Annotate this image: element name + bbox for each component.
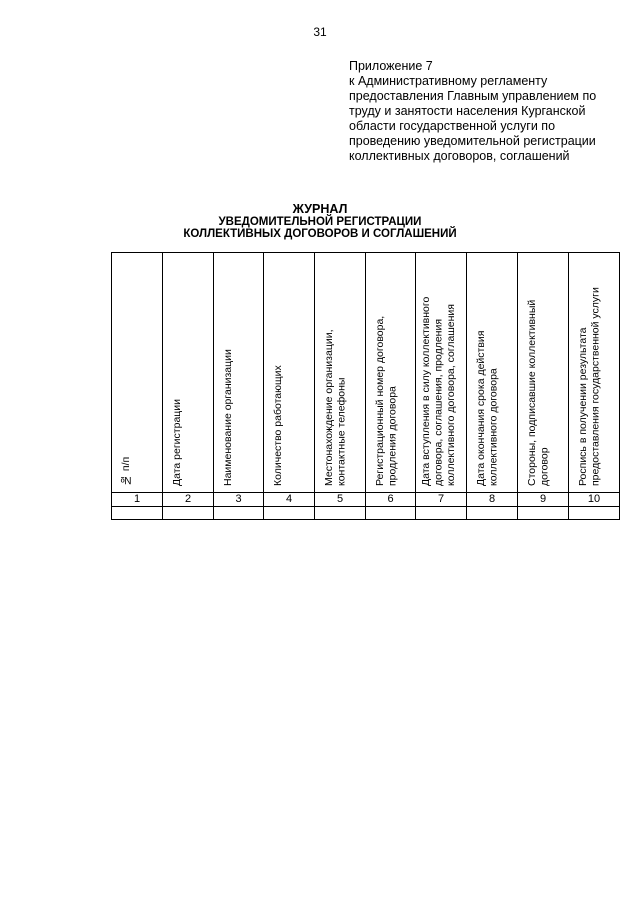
empty-cell [416,507,467,520]
column-header-text: договора, соглашения, продления [432,318,445,486]
column-header [264,253,315,493]
column-header-text: коллективного договора, соглашения [445,304,457,486]
header-row [112,253,620,493]
column-header-text: Стороны, подписавшие коллективный [526,299,538,486]
column-header-text: контактные телефоны [335,377,348,486]
column-number: 2 [163,493,214,507]
appendix-line: предоставления Главным управлением по [349,89,597,103]
page-number: 31 [313,25,327,39]
column-number: 9 [518,493,569,507]
column-number: 3 [214,493,264,507]
column-header [416,253,467,493]
column-number: 8 [467,493,518,507]
appendix-note [349,59,619,164]
appendix-line: проведению уведомительной регистрации [349,134,596,148]
column-header-text: продления договора [386,386,399,486]
column-header-text: № п/п [120,456,132,486]
journal-table [111,252,620,520]
appendix-line: области государственной услуги по [349,119,556,133]
journal-title-line: ЖУРНАЛ [292,202,348,216]
column-header-text: Количество работающих [272,365,284,486]
column-header [315,253,366,493]
column-header-text: Наименование организации [222,349,234,486]
column-header [163,253,214,493]
empty-cell [163,507,214,520]
column-number: 4 [264,493,315,507]
column-number: 7 [416,493,467,507]
empty-cell [214,507,264,520]
column-header [569,253,620,493]
empty-row [112,507,620,520]
column-header-text: Регистрационный номер договора, [374,315,386,486]
column-header-text: Дата окончания срока действия [475,330,487,486]
journal-title-line: КОЛЛЕКТИВНЫХ ДОГОВОРОВ И СОГЛАШЕНИЙ [183,228,457,240]
journal-title [0,203,640,241]
empty-cell [366,507,416,520]
column-header [518,253,569,493]
column-header-text: предоставления государственной услуги [589,287,602,486]
journal-title-line: УВЕДОМИТЕЛЬНОЙ РЕГИСТРАЦИИ [218,215,422,228]
empty-cell [315,507,366,520]
empty-cell [569,507,620,520]
column-header-text: Местонахождение организации, [323,329,335,486]
appendix-line: Приложение 7 [349,59,433,73]
empty-cell [264,507,315,520]
column-number: 10 [569,493,620,507]
column-header-text: коллективного договора [487,368,500,486]
appendix-line: к Административному регламенту [349,74,548,88]
column-number-row [112,493,620,507]
column-header-text: Дата вступления в силу коллективного [420,296,432,486]
column-number: 1 [112,493,163,507]
appendix-line: труду и занятости населения Курганской [349,104,586,118]
column-header [467,253,518,493]
column-number: 5 [315,493,366,507]
column-header-text: Дата регистрации [171,398,183,486]
column-header [366,253,416,493]
appendix-line: коллективных договоров, соглашений [349,149,570,163]
column-header-text: Роспись в получении результата [577,327,589,486]
empty-cell [518,507,569,520]
column-header-text: договор [538,447,551,486]
empty-cell [467,507,518,520]
empty-cell [112,507,163,520]
column-number: 6 [366,493,416,507]
column-header [214,253,264,493]
column-header [112,253,163,493]
